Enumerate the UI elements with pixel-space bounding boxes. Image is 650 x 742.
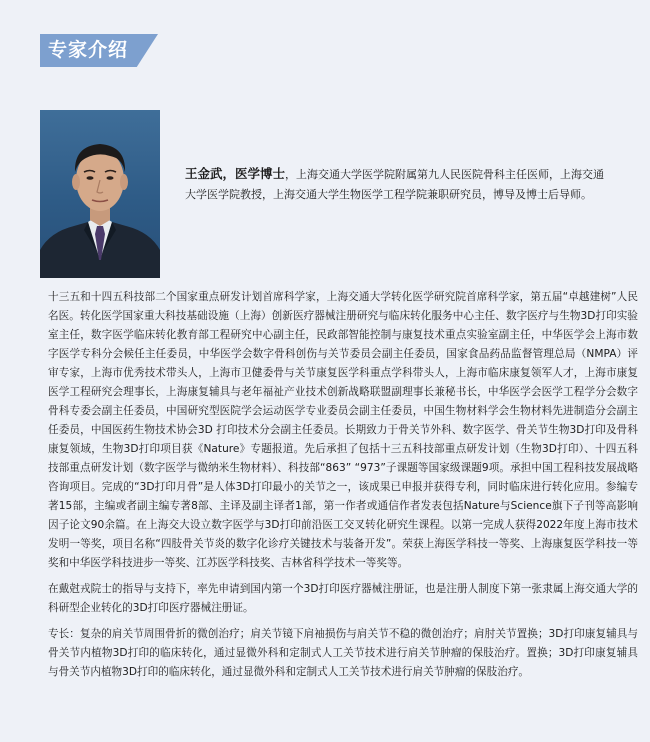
expert-degree: 医学博士 — [235, 166, 286, 181]
bio-registration-paragraph: 在戴尅戎院士的指导与支持下，率先申请到国内第一个3D打印医疗器械注册证，也是注册人制度下第一张隶属上海交通大学的科研型企业转化的3D打印医疗器械注册证。 — [48, 583, 638, 614]
expert-intro — [185, 164, 615, 205]
portrait-photo-icon — [40, 110, 160, 278]
bio-section — [48, 288, 638, 689]
name-separator: ， — [222, 166, 236, 181]
name-separator-2: ， — [285, 168, 297, 181]
section-title: 专家介绍 — [48, 39, 129, 61]
portrait-photo — [40, 110, 160, 278]
bio-main-paragraph: 十三五和十四五科技部二个国家重点研发计划首席科学家，上海交通大学转化医学研究院首席科学家，第五届“卓越建树”人民名医。转化医学国家重大科技基础设施（上海）创新医疗器械注册研究与临床转化服务中心主任、数字医疗与生物3D打印实验室主任，数字医学临床转化教育部工程研究中心副主任，民政部智能控制与康复技术重点实验室副主任，中华医学会上海市数字医学专科分会候任主任委员，中华医学会数字骨科创伤与关节委员会副主任委员，国家食品药品监督管理总局（NMPA）评审专家，上海市优秀技术带头人，上海市卫健委骨与关节康复医学科重点学科带头人，上海市临床康复领军人才，上海市康复医学工程研究会理事长，上海康复辅具与老年福祉产业技术创新战略联盟副理事长兼秘书长，中华医学会医学工程学分会数字骨科专委会副主任委员，中国研究型医院学会运动医学专业委员会副主任委员，中国生物材料学会生物材料先进制造分会副主任委员，中国医药生物技术协会3D 打印技术分会副主任委员。长期致力于骨关节外科、数字医学、骨关节生物3D打印及骨科康复领域，生物3D打印项目获《Nature》专题报道。先后承担了包括十三五科技部重点研发计划（生物3D打印）、十四五科技部重点研发计划（数字医学与微纳米生物材料）、科技部“863” “973”子课题等国家级课题9项。承担中国工程科技发展战略咨询项目。完成的“3D打印月骨”是人体3D打印最小的关节之一，该成果已申报并获得专利，同时临床进行转化应用。参编专著15部，主编或者副主编专著8部、主译及副主译者1部，第一作者或通信作者发表包括Nature与Science旗下子刊等高影响因子论文90余篇。在上海交大设立数字医学与3D打印前沿医工交叉转化研究生课程。以第一完成人获得2022年度上海市技术发明一等奖，项目名称“四肢骨关节炎的数字化诊疗关键技术与装备开发”。荣获上海医学科技一等奖、上海康复医学科技一等奖和中华医学科技进步一等奖、江苏医学科技奖、吉林省科学技术一等奖等。 — [48, 291, 638, 569]
bio-specialty-paragraph: 专长：复杂的肩关节周围骨折的微创治疗；肩关节镜下肩袖损伤与肩关节不稳的微创治疗；肩肘关节置换；3D打印康复辅具与骨关节内植物3D打印的临床转化，通过显微外科和定制式人工关节技术进行肩关节肿瘤的保肢治疗。置换；3D打印康复辅具与骨关节内植物3D打印的临床转化，通过显微外科和定制式人工关节技术进行肩关节肿瘤的保肢治疗。 — [48, 628, 638, 678]
expert-titles: 上海交通大学医学院附属第九人民医院骨科主任医师，上海交通大学医学院教授，上海交通大学生物医学工程学院兼职研究员，博导及博士后导师。 — [185, 168, 605, 201]
expert-name: 王金武 — [185, 166, 223, 181]
